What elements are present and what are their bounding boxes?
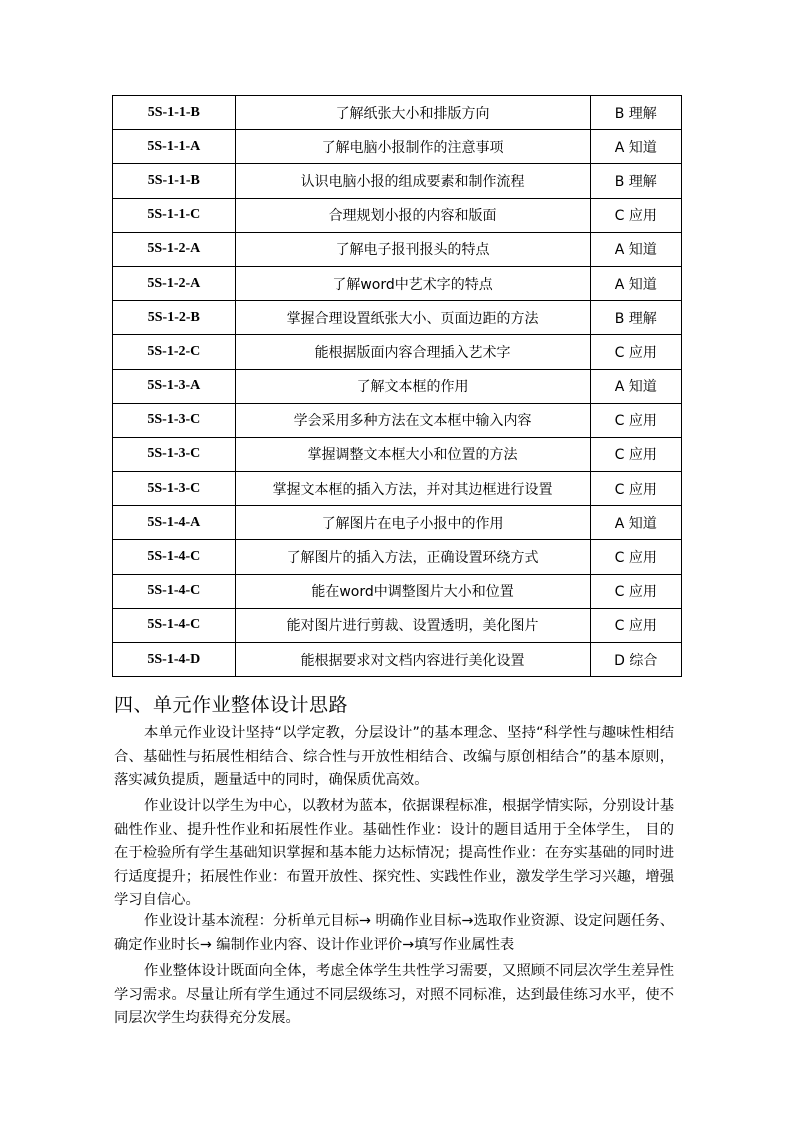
table-row [113,198,682,232]
table-row [113,335,682,369]
paragraph-design-principles: 本单元作业设计坚持“以学定教，分层设计”的基本理念、坚持“科学性与趣味性相结合、基础性与拓展性相结合、综合性与开放性相结合、改编与原创相结合”的基本原则，落实减负提质，题量适中的同时，确保质优高效。 [114,725,674,788]
objective-level-cell: C 应用 [590,472,682,506]
objective-level-cell: C 应用 [590,335,682,369]
objective-level-cell: C 应用 [590,198,682,232]
table-row [113,643,682,677]
paragraph-design-overall: 作业整体设计既面向全体，考虑全体学生共性学习需要，又照顾不同层次学生差异性学习需求。尽量让所有学生通过不同层级练习，对照不同标准，达到最佳练习水平，使不同层次学生均获得充分发展。 [114,963,674,1026]
objective-level-cell: B 理解 [590,164,682,198]
objective-code-cell: 5S-1-3-C [113,437,236,471]
objective-level-cell: A 知道 [590,369,682,403]
objective-code-cell: 5S-1-3-A [113,369,236,403]
table-row [113,96,682,130]
objective-code-cell: 5S-1-1-A [113,130,236,164]
objectives-table-body [113,96,682,677]
table-row [113,506,682,540]
table-row [113,472,682,506]
objective-description-cell: 能根据版面内容合理插入艺术字 [235,335,590,369]
table-row [113,540,682,574]
objective-code-cell: 5S-1-2-B [113,301,236,335]
objective-description-cell: 合理规划小报的内容和版面 [235,198,590,232]
objective-code-cell: 5S-1-3-C [113,403,236,437]
objective-description-cell: 能根据要求对文档内容进行美化设置 [235,643,590,677]
paragraph-design-approach: 作业设计以学生为中心，以教材为蓝本，依据课程标准，根据学情实际，分别设计基础性作业、提升性作业和拓展性作业。基础性作业：设计的题目适用于全体学生， 目的在于检验所有学生基础知识掌握和基本能力达标情况；提高性作业：在夯实基础的同时进行适度提升；拓展性作业：布置开放性、探究性、实践性作业，激发学生学习兴趣，增强学习自信心。 [114,798,674,908]
objective-description-cell: 了解电子报刊报头的特点 [235,232,590,266]
objective-level-cell: B 理解 [590,301,682,335]
objective-description-cell: 了解图片在电子小报中的作用 [235,506,590,540]
table-row [113,403,682,437]
objective-code-cell: 5S-1-1-B [113,164,236,198]
objective-code-cell: 5S-1-1-B [113,96,236,130]
objective-description-cell: 能在word中调整图片大小和位置 [235,574,590,608]
table-row [113,301,682,335]
objective-description-cell: 认识电脑小报的组成要素和制作流程 [235,164,590,198]
table-row [113,232,682,266]
objective-level-cell: A 知道 [590,266,682,300]
objective-level-cell: B 理解 [590,96,682,130]
table-row [113,130,682,164]
objective-code-cell: 5S-1-2-C [113,335,236,369]
objective-description-cell: 掌握调整文本框大小和位置的方法 [235,437,590,471]
table-row [113,437,682,471]
objective-description-cell: 了解纸张大小和排版方向 [235,96,590,130]
table-row [113,266,682,300]
objective-code-cell: 5S-1-4-C [113,574,236,608]
table-row [113,574,682,608]
objective-code-cell: 5S-1-4-D [113,643,236,677]
objective-level-cell: C 应用 [590,574,682,608]
objective-code-cell: 5S-1-4-C [113,540,236,574]
objective-description-cell: 了解文本框的作用 [235,369,590,403]
objective-description-cell: 了解电脑小报制作的注意事项 [235,130,590,164]
objective-description-cell: 学会采用多种方法在文本框中输入内容 [235,403,590,437]
table-row [113,164,682,198]
table-row [113,608,682,642]
objective-level-cell: A 知道 [590,506,682,540]
objective-description-cell: 能对图片进行剪裁、设置透明，美化图片 [235,608,590,642]
objective-level-cell: D 综合 [590,643,682,677]
objective-description-cell: 掌握文本框的插入方法，并对其边框进行设置 [235,472,590,506]
objective-description-cell: 了解word中艺术字的特点 [235,266,590,300]
objective-level-cell: A 知道 [590,232,682,266]
objective-code-cell: 5S-1-2-A [113,232,236,266]
objective-level-cell: C 应用 [590,437,682,471]
objective-code-cell: 5S-1-2-A [113,266,236,300]
objective-code-cell: 5S-1-1-C [113,198,236,232]
objective-level-cell: A 知道 [590,130,682,164]
table-row [113,369,682,403]
objective-code-cell: 5S-1-4-C [113,608,236,642]
paragraph-design-process: 作业设计基本流程：分析单元目标→ 明确作业目标→选取作业资源、设定问题任务、确定作业时长→ 编制作业内容、设计作业评价→填写作业属性表 [114,913,674,953]
objectives-table [112,95,682,677]
objective-level-cell: C 应用 [590,608,682,642]
section-heading: 四、单元作业整体设计思路 [114,694,349,716]
objective-level-cell: C 应用 [590,403,682,437]
objective-code-cell: 5S-1-4-A [113,506,236,540]
objective-level-cell: C 应用 [590,540,682,574]
objective-description-cell: 掌握合理设置纸张大小、页面边距的方法 [235,301,590,335]
objective-code-cell: 5S-1-3-C [113,472,236,506]
objective-description-cell: 了解图片的插入方法，正确设置环绕方式 [235,540,590,574]
